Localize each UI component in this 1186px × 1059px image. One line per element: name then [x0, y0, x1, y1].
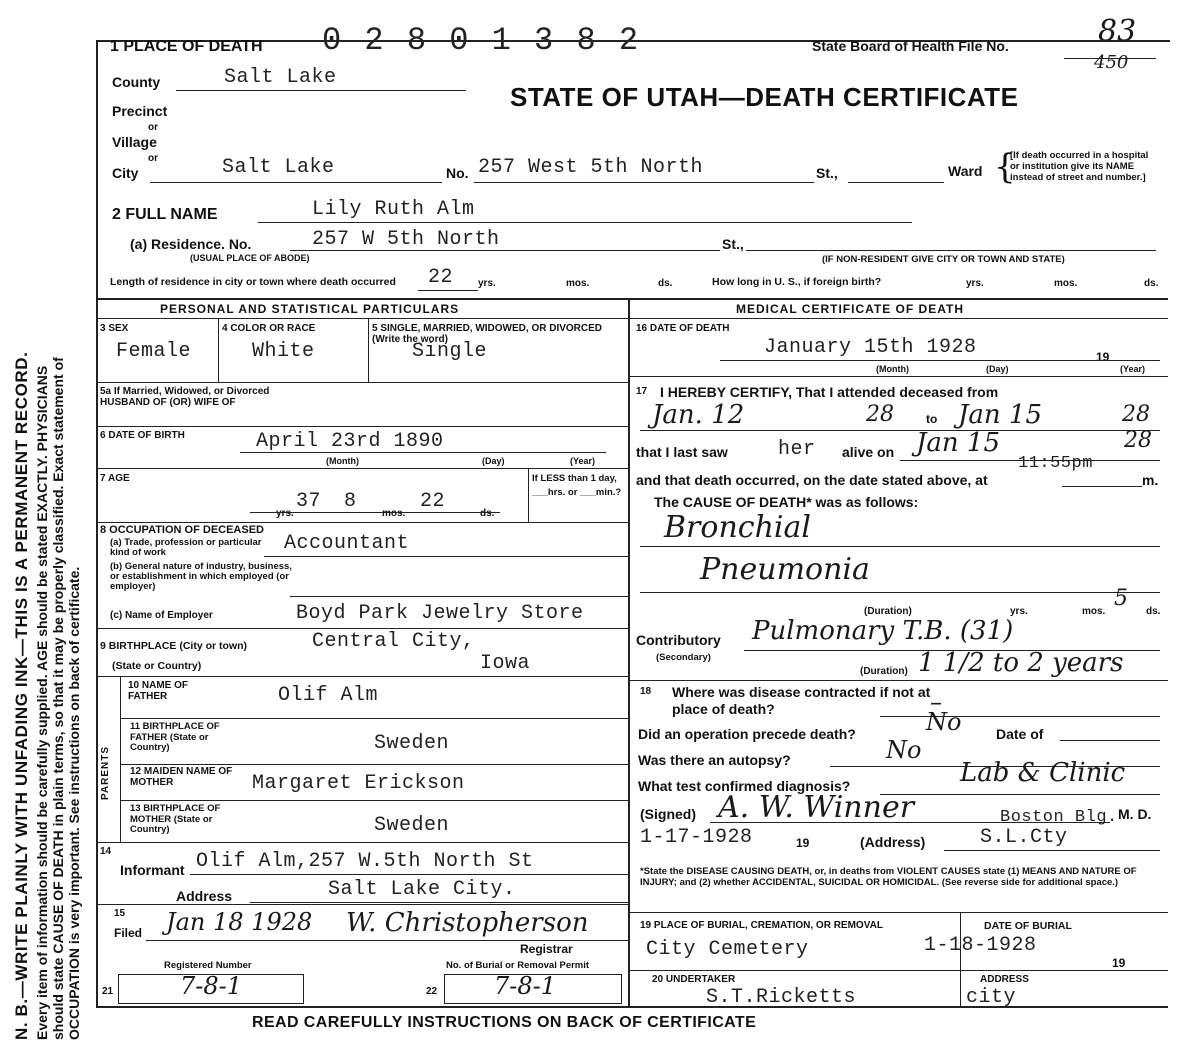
file-no: 83 — [1098, 14, 1137, 49]
registered-number-label: Registered Number — [164, 960, 252, 971]
physician-address-2: S.L.Cty — [980, 826, 1068, 849]
city-value: Salt Lake — [222, 156, 335, 179]
parents-label: PARENTS — [100, 745, 111, 800]
operation-answer: No — [926, 708, 962, 736]
signed-label: (Signed) — [640, 806, 696, 822]
husband-label: 5a If Married, Widowed, or Divorced HUSBAND OF (OR) WIFE OF — [100, 386, 270, 408]
physician-signature: A. W. Winner — [718, 790, 915, 825]
us-ds-label: ds. — [1144, 278, 1159, 289]
father-name-label: 10 NAME OF FATHER — [128, 680, 189, 702]
residence-label: (a) Residence. No. — [130, 236, 252, 252]
cause-duration-yrs-label: yrs. — [1010, 606, 1028, 617]
age-mos-label: mos. — [382, 508, 406, 519]
test-answer: Lab & Clinic — [960, 758, 1126, 788]
place-of-death-label: 1 PLACE OF DEATH — [110, 38, 263, 55]
mother-name-label: 12 MAIDEN NAME OF MOTHER — [130, 766, 233, 788]
age-label: 7 AGE — [100, 473, 130, 484]
file-no-sub: 450 — [1094, 52, 1129, 73]
county-label: County — [112, 74, 161, 90]
nonresident-note: (IF NON-RESIDENT GIVE CITY OR TOWN AND STATE) — [822, 254, 1065, 265]
dob-label: 6 DATE OF BIRTH — [100, 430, 185, 441]
county-value: Salt Lake — [224, 66, 337, 89]
cause-footnote: *State the DISEASE CAUSING DEATH, or, in deaths from VIOLENT CAUSES state (1) MEANS AND NATURE OF INJURY; and (2) whether ACCIDENTAL, SUICIDAL OR HOMICIDAL. (See reverse side for additional space.) — [640, 866, 1137, 888]
alive-on-label: alive on — [842, 444, 895, 460]
dob-day-label: (Day) — [482, 456, 505, 466]
md-label: M. D. — [1118, 806, 1152, 822]
dob-year-label: (Year) — [570, 456, 596, 466]
field-22-label: 22 — [426, 986, 438, 997]
attended-to-date: Jan 15 — [958, 400, 1043, 430]
informant-address-label: Address — [176, 888, 233, 904]
time-of-death: 11:55pm — [1018, 454, 1093, 473]
age-days: 22 — [420, 490, 446, 513]
personal-section-title: PERSONAL AND STATISTICAL PARTICULARS — [160, 302, 460, 316]
registered-number-value: 7-8-1 — [180, 972, 243, 1000]
us-residence-label: How long in U. S., if foreign birth? — [712, 276, 882, 288]
marital-value: Single — [412, 340, 488, 363]
city-label: City — [112, 165, 139, 181]
birthplace-state: Iowa — [480, 652, 531, 675]
undertaker-label: 20 UNDERTAKER — [652, 974, 736, 985]
street-st-label: St., — [816, 165, 838, 181]
residence-st-label: St., — [722, 236, 744, 252]
secondary-label: (Secondary) — [656, 652, 711, 663]
file-no-label: State Board of Health File No. — [812, 38, 1009, 54]
last-saw-label: that I last saw — [636, 444, 728, 460]
length-yrs-label: yrs. — [478, 278, 496, 289]
ward-note: [If death occurred in a hospital or institution give its NAME instead of street and number.] — [1010, 150, 1149, 183]
residence-sub-label: (USUAL PLACE OF ABODE) — [190, 253, 310, 263]
autopsy-label: Was there an autopsy? — [638, 752, 791, 768]
margin-note-cause: should state CAUSE OF DEATH in plain terms, so that it may be properly classified. Exact statement of — [50, 357, 66, 1040]
physician-address-1: Boston Blg. — [1000, 808, 1118, 827]
age-ds-label: ds. — [480, 508, 495, 519]
alive-on-date: Jan 15 — [916, 428, 1001, 458]
certify-number: 17 — [636, 386, 648, 397]
length-ds-label: ds. — [658, 278, 673, 289]
father-birthplace: Sweden — [374, 732, 450, 755]
q18-number: 18 — [640, 686, 652, 697]
mother-birthplace: Sweden — [374, 814, 450, 837]
informant-number: 14 — [100, 846, 112, 857]
disease-contracted-label: Where was disease contracted if not at place of death? — [672, 684, 931, 717]
contributory-duration-label: (Duration) — [860, 666, 908, 677]
employer-label: (c) Name of Employer — [110, 610, 213, 621]
occupation-b-label: (b) General nature of industry, business, or establishment in which employed (or employer) — [110, 561, 292, 592]
age-years: 37 — [296, 490, 322, 513]
street-value: 257 West 5th North — [478, 156, 704, 179]
death-month-label: (Month) — [876, 364, 909, 374]
mother-birthplace-label: 13 BIRTHPLACE OF MOTHER (State or Country) — [130, 803, 221, 835]
burial-permit-value: 7-8-1 — [494, 972, 557, 1000]
color-label: 4 COLOR OR RACE — [222, 323, 316, 334]
birthplace-label: 9 BIRTHPLACE (City or town) — [100, 640, 247, 652]
length-mos-label: mos. — [566, 278, 590, 289]
burial-place-label: 19 PLACE OF BURIAL, CREMATION, OR REMOVAL — [640, 920, 883, 931]
certify-label: I HEREBY CERTIFY, That I attended deceased from — [660, 384, 999, 400]
color-value: White — [252, 340, 315, 363]
certificate-number: 0 2 8 0 1 3 8 2 — [322, 22, 641, 59]
autopsy-answer: No — [886, 736, 922, 764]
burial-permit-label: No. of Burial or Removal Permit — [446, 960, 590, 971]
cause-label: The CAUSE OF DEATH* was as follows: — [654, 494, 919, 510]
sex-label: 3 SEX — [100, 323, 129, 334]
dob-value: April 23rd 1890 — [256, 430, 444, 453]
alive-on-year: 28 — [1124, 428, 1152, 453]
informant-value: Olif Alm,257 W.5th North St — [196, 850, 534, 873]
cause-duration-ds-label: ds. — [1146, 606, 1161, 617]
attended-from-date: Jan. 12 — [652, 400, 745, 430]
last-saw-pronoun: her — [778, 438, 816, 461]
footer-instructions: READ CAREFULLY INSTRUCTIONS ON BACK OF CERTIFICATE — [252, 1014, 757, 1031]
contributory-duration: 1 1/2 to 2 years — [918, 648, 1124, 678]
medical-section-title: MEDICAL CERTIFICATE OF DEATH — [736, 302, 964, 316]
registrar-label: Registrar — [520, 942, 573, 956]
us-yrs-label: yrs. — [966, 278, 984, 289]
cause-of-death-1: Bronchial — [664, 510, 811, 545]
ward-brace: { — [994, 147, 1016, 187]
filed-number: 15 — [114, 908, 126, 919]
dob-month-label: (Month) — [326, 456, 359, 466]
date-of-death-label: 16 DATE OF DEATH — [636, 323, 730, 334]
us-mos-label: mos. — [1054, 278, 1078, 289]
occupation-label: 8 OCCUPATION OF DECEASED — [100, 524, 264, 536]
street-no-label: No. — [446, 165, 469, 181]
attended-to-year: 28 — [1122, 402, 1150, 427]
death-occurred-m-label: m. — [1142, 472, 1159, 488]
death-day-label: (Day) — [986, 364, 1009, 374]
ward-label: Ward — [948, 163, 983, 179]
signed-date: 1-17-1928 — [640, 826, 753, 849]
attended-from-year: 28 — [866, 402, 894, 427]
occupation-a-label: (a) Trade, profession or particular kind of work — [110, 537, 262, 558]
death-year-label: (Year) — [1120, 364, 1146, 374]
burial-date-value: 1-18-1928 — [924, 934, 1037, 957]
father-name: Olif Alm — [278, 684, 379, 707]
burial-place-value: City Cemetery — [646, 938, 809, 961]
operation-label: Did an operation precede death? — [638, 726, 856, 742]
informant-label: Informant — [120, 862, 185, 878]
sex-value: Female — [116, 340, 192, 363]
signed-year-prefix: 19 — [796, 836, 810, 850]
mother-maiden-name: Margaret Erickson — [252, 772, 465, 795]
or-label-2: or — [148, 153, 158, 164]
operation-date-label: Date of — [996, 726, 1044, 742]
age-less-than-label: If LESS than 1 day, ___hrs. or ___min.? — [532, 473, 622, 498]
full-name-label: 2 FULL NAME — [112, 206, 218, 223]
margin-note-information: Every item of information should be carefully supplied. AGE should be stated EXACTLY. PHYSICIANS — [34, 365, 50, 1040]
birthplace-city: Central City, — [312, 630, 475, 653]
village-label: Village — [112, 134, 157, 150]
contributory-cause: Pulmonary T.B. (31) — [752, 616, 1014, 646]
test-label: What test confirmed diagnosis? — [638, 778, 851, 794]
residence-value: 257 W 5th North — [312, 228, 500, 251]
burial-date-year-suffix: 19 — [1112, 956, 1126, 970]
occupation-value: Accountant — [284, 532, 410, 555]
undertaker-address-label: ADDRESS — [980, 974, 1029, 985]
disease-contracted-answer: – — [930, 688, 942, 716]
contributory-label: Contributory — [636, 632, 721, 648]
employer-value: Boyd Park Jewelry Store — [296, 602, 584, 625]
cause-duration-months: 5 — [1114, 586, 1128, 611]
attended-to-label: to — [926, 412, 938, 426]
full-name-value: Lily Ruth Alm — [312, 198, 475, 221]
undertaker-value: S.T.Ricketts — [706, 986, 857, 1009]
age-months: 8 — [344, 490, 357, 513]
registrar-signature: W. Christopherson — [346, 908, 589, 938]
date-of-death-year-suffix: 19 — [1096, 350, 1110, 364]
length-of-residence-label: Length of residence in city or town where death occurred — [110, 276, 396, 288]
margin-note-ink: N. B.—WRITE PLAINLY WITH UNFADING INK—THIS IS A PERMANENT RECORD. — [12, 351, 31, 1040]
cause-of-death-2: Pneumonia — [700, 552, 870, 587]
physician-address-label: (Address) — [860, 834, 926, 850]
undertaker-address: city — [966, 986, 1017, 1009]
filed-label: Filed — [114, 926, 143, 940]
margin-note-occupation: OCCUPATION is very important. See instructions on back of certificate. — [66, 566, 82, 1040]
burial-date-label: DATE OF BURIAL — [984, 920, 1072, 932]
marital-label: 5 SINGLE, MARRIED, WIDOWED, OR DIVORCED (Write the word) — [372, 323, 603, 345]
field-21-label: 21 — [102, 986, 114, 997]
or-label-1: or — [148, 122, 158, 133]
cause-duration-label: (Duration) — [864, 606, 912, 617]
birthplace-state-label: (State or Country) — [112, 660, 202, 672]
filed-date: Jan 18 1928 — [166, 908, 313, 936]
page-title: STATE OF UTAH—DEATH CERTIFICATE — [510, 82, 1019, 112]
death-occurred-label: and that death occurred, on the date stated above, at — [636, 472, 988, 488]
precinct-label: Precinct — [112, 103, 168, 119]
cause-duration-mos-label: mos. — [1082, 606, 1106, 617]
length-of-residence-years: 22 — [428, 266, 454, 289]
date-of-death-value: January 15th 1928 — [764, 336, 977, 359]
father-birthplace-label: 11 BIRTHPLACE OF FATHER (State or Country) — [130, 721, 220, 753]
age-yrs-label: yrs. — [276, 508, 294, 519]
informant-address: Salt Lake City. — [328, 878, 516, 901]
